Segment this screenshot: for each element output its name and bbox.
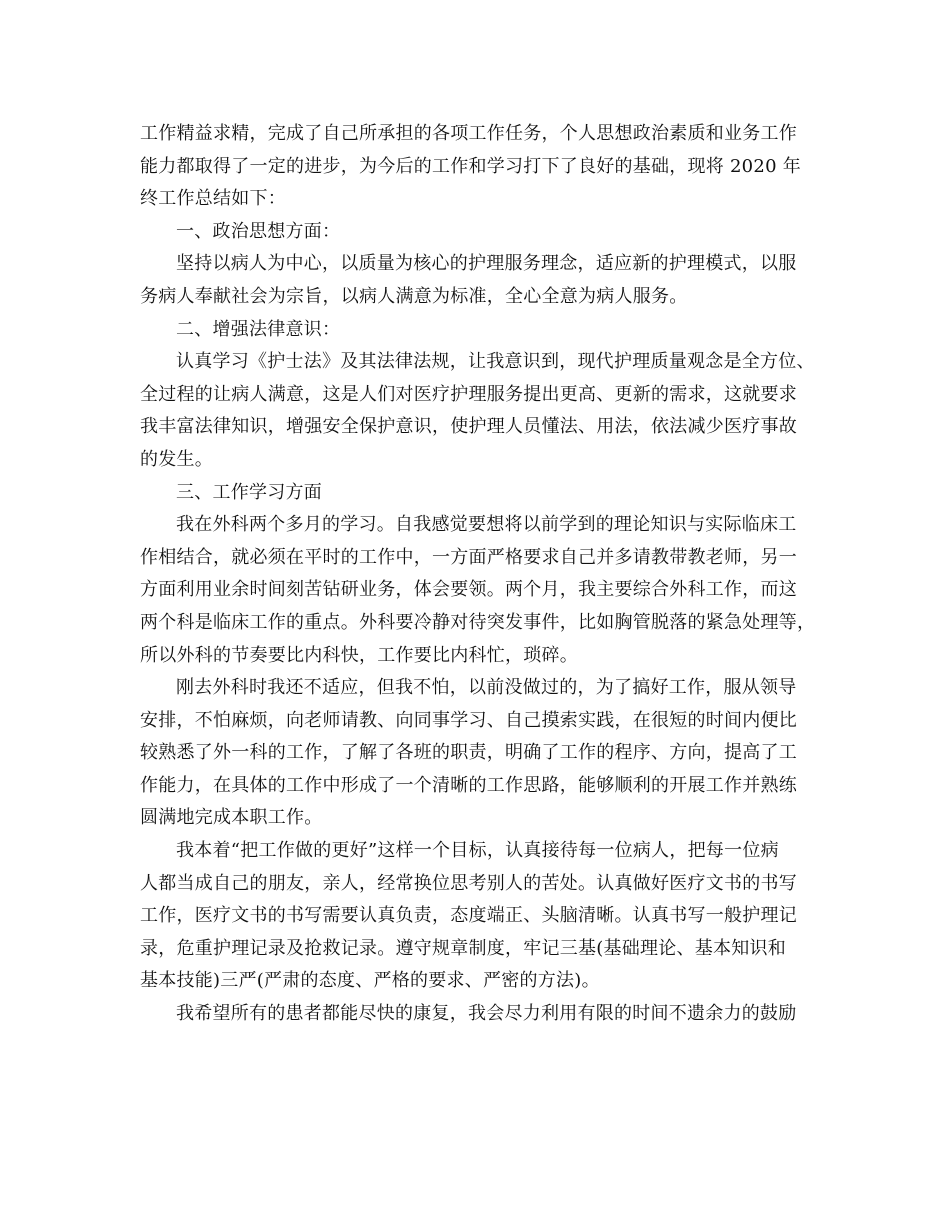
text-line: 刚去外科时我还不适应，但我不怕，以前没做过的，为了搞好工作，服从领导: [176, 677, 797, 699]
document-body: [140, 118, 824, 1031]
section-heading-politics: 一、政治思想方面：: [176, 220, 341, 242]
text-line: 能力都取得了一定的进步，为今后的工作和学习打下了良好的基础，现将 2020 年: [140, 155, 801, 177]
text-line: 我希望所有的患者都能尽快的康复，我会尽力利用有限的时间不遗余力的鼓励: [176, 1003, 797, 1025]
text-line: 认真学习《护士法》及其法律法规，让我意识到，现代护理质量观念是全方位、: [176, 351, 815, 373]
text-line: 安排，不怕麻烦，向老师请教、向同事学习、自己摸索实践，在很短的时间内便比: [140, 709, 797, 731]
section-heading-law: 二、增强法律意识：: [176, 318, 341, 340]
text-line: 工作精益求精，完成了自己所承担的各项工作任务，个人思想政治素质和业务工作: [140, 123, 797, 144]
text-line: 方面利用业余时间刻苦钻研业务，体会要领。两个月，我主要综合外科工作，而这: [140, 579, 797, 601]
text-line: 坚持以病人为中心，以质量为核心的护理服务理念，适应新的护理模式，以服: [176, 253, 797, 275]
text-line: 基本技能)三严(严肃的态度、严格的要求、严密的方法)。: [140, 970, 600, 992]
text-line: 作能力，在具体的工作中形成了一个清晰的工作思路，能够顺利的开展工作并熟练: [140, 774, 797, 796]
text-line: 两个科是临床工作的重点。外科要冷静对待突发事件，比如胸管脱落的紧急处理等，: [140, 611, 816, 633]
text-line: 录，危重护理记录及抢救记录。遵守规章制度，牢记三基(基础理论、基本知识和: [140, 937, 787, 959]
section-heading-work-study: 三、工作学习方面: [176, 481, 322, 503]
text-line: 务病人奉献社会为宗旨，以病人满意为标准，全心全意为病人服务。: [140, 285, 688, 307]
text-line: 工作，医疗文书的书写需要认真负责，态度端正、头脑清晰。认真书写一般护理记: [140, 905, 797, 927]
text-line: 我丰富法律知识，增强安全保护意识，使护理人员懂法、用法，依法减少医疗事故: [140, 416, 797, 438]
text-line: 终工作总结如下：: [140, 188, 286, 210]
text-line: 我本着“把工作做的更好”这样一个目标，认真接待每一位病人，把每一位病: [176, 840, 779, 862]
text-line: 较熟悉了外一科的工作，了解了各班的职责，明确了工作的程序、方向，提高了工: [140, 742, 797, 764]
text-line: 的发生。: [140, 448, 213, 470]
text-line: 全过程的让病人满意，这是人们对医疗护理服务提出更高、更新的需求，这就要求: [140, 383, 797, 405]
text-line: 所以外科的节奏要比内科快，工作要比内科忙，琐碎。: [140, 644, 578, 666]
text-line: 人都当成自己的朋友，亲人，经常换位思考别人的苦处。认真做好医疗文书的书写: [140, 872, 797, 894]
text-line: 作相结合，就必须在平时的工作中，一方面严格要求自己并多请教带教老师，另一: [140, 546, 797, 568]
text-line: 圆满地完成本职工作。: [140, 807, 323, 829]
text-line: 我在外科两个多月的学习。自我感觉要想将以前学到的理论知识与实际临床工: [176, 514, 797, 536]
